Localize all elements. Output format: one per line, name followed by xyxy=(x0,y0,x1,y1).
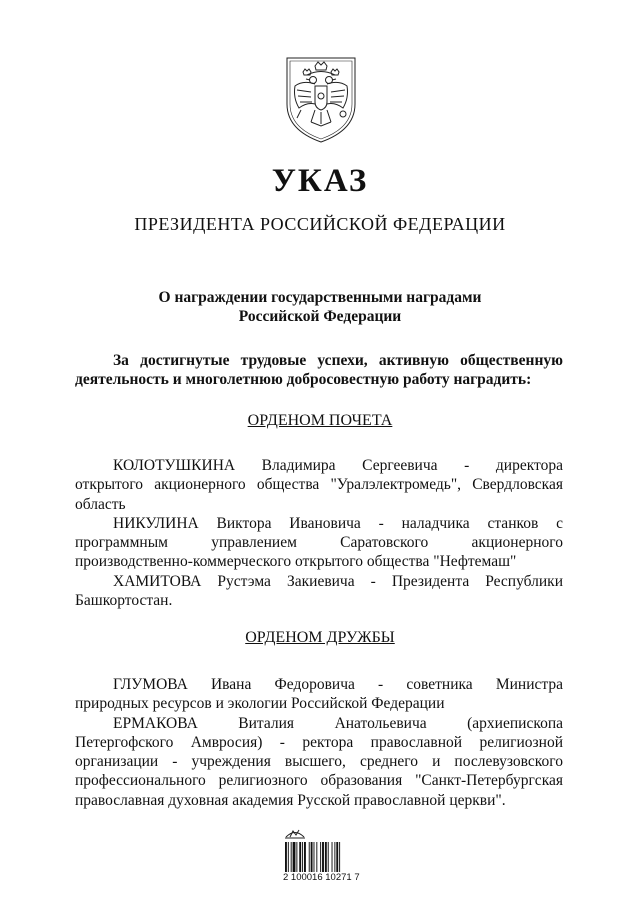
recipient-line: природных ресурсов и экологии Российской Федерации xyxy=(75,695,445,713)
recipient-line: открытого акционерного общества "Уралэлектромедь", Свердловская xyxy=(75,476,563,494)
barcode-bar xyxy=(328,842,329,872)
barcode-number: 2 100016 10271 7 xyxy=(283,872,360,883)
coat-of-arms-emblem xyxy=(277,52,365,146)
barcode-bar xyxy=(293,842,296,872)
barcode-bar xyxy=(325,842,327,872)
barcode-bar xyxy=(288,842,289,872)
recipient-line: КОЛОТУШКИНА Владимира Сергеевича - директора xyxy=(113,457,563,474)
barcode-bar xyxy=(316,842,317,872)
recipient-line: ГЛУМОВА Ивана Федоровича - советника Министра xyxy=(113,676,563,693)
award-heading-order-of-honour: ОРДЕНОМ ПОЧЕТА xyxy=(247,412,393,429)
barcode-bar xyxy=(322,842,324,872)
barcode-bar xyxy=(336,842,338,872)
recipient-line: программным управлением Саратовского акционерного xyxy=(75,534,563,552)
barcode-bar xyxy=(309,842,310,872)
barcode-bar xyxy=(332,842,333,872)
barcode-bar xyxy=(302,842,303,872)
recipient-line: Башкортостан. xyxy=(75,592,173,610)
recipient-line: производственно-коммерческого открытого общества "Нефтемаш" xyxy=(75,553,517,571)
recipient-line: НИКУЛИНА Виктора Ивановича - наладчика станков с xyxy=(113,514,563,532)
barcode xyxy=(285,842,361,872)
preamble-line: За достигнутые трудовые успехи, активную общественную xyxy=(113,352,563,369)
preamble-line: деятельность и многолетнюю добросовестную работу наградить: xyxy=(75,371,532,389)
document-title: УКАЗ xyxy=(271,163,369,199)
recipient-line: организации - учреждения высшего, среднего и послевузовского xyxy=(75,753,563,771)
recipient-line: ХАМИТОВА Рустэма Закиевича - Президента Республики xyxy=(113,572,563,590)
barcode-bar xyxy=(320,842,321,872)
decree-subject xyxy=(0,288,640,326)
subject-line: Российской Федерации xyxy=(238,308,402,325)
subject-line: О награждении государственными наградами xyxy=(158,289,482,306)
award-recipients-list xyxy=(75,675,563,810)
preamble xyxy=(75,351,563,390)
barcode-bar xyxy=(314,842,315,872)
barcode-bar xyxy=(299,842,301,872)
barcode-bar xyxy=(304,842,306,872)
recipient-line: область xyxy=(75,495,126,513)
recipient-line: православная духовная академия Русской православной церкви". xyxy=(75,791,506,809)
recipient-line: ЕРМАКОВА Виталия Анатольевича (архиепископа xyxy=(113,714,563,732)
award-recipients-list xyxy=(75,456,563,610)
recipient-line: Петергофского Амвросия) - ректора православной религиозной xyxy=(75,733,563,751)
barcode-bar xyxy=(285,842,287,872)
document-subtitle: ПРЕЗИДЕНТА РОССИЙСКОЙ ФЕДЕРАЦИИ xyxy=(134,214,506,234)
recipient-line: профессионального религиозного образования "Санкт-Петербургская xyxy=(75,772,563,790)
barcode-bar xyxy=(296,842,297,872)
barcode-bar xyxy=(334,842,335,872)
barcode-bar xyxy=(339,842,340,872)
barcode-bar xyxy=(291,842,292,872)
printer-logo-icon xyxy=(284,826,306,840)
barcode-bar xyxy=(311,842,313,872)
award-heading-order-of-friendship: ОРДЕНОМ ДРУЖБЫ xyxy=(245,629,395,646)
